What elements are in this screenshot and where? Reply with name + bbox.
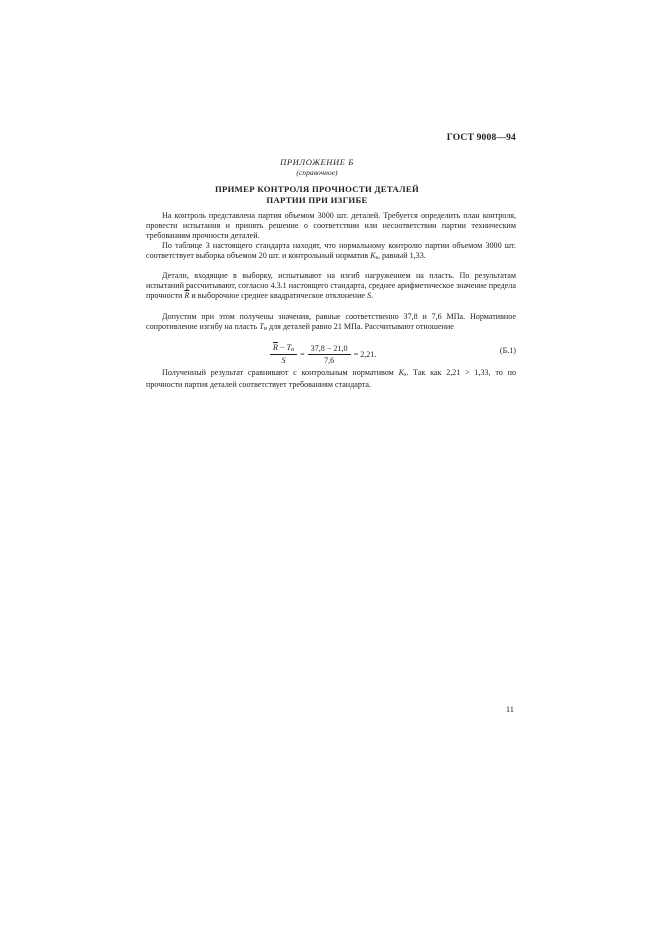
- symbol-t-subscript: н: [263, 326, 267, 333]
- symbol-s: S: [367, 291, 372, 301]
- paragraph-3-part-c: .: [371, 291, 374, 301]
- symbol-r-mean: $\overline{R}$: [184, 291, 190, 301]
- paragraph-5-part-a: Полученный результат сравнивают с контрольным нормативом: [162, 368, 399, 377]
- formula-equals: =: [300, 349, 305, 359]
- annex-title: ПРИЛОЖЕНИЕ Б: [280, 157, 354, 167]
- paragraph-5: [146, 368, 516, 390]
- formula-rhs-fraction: [308, 344, 351, 365]
- formula-result: = 2,21.: [353, 349, 377, 359]
- paragraph-4-part-a: Допустим при этом получены значения, равные соответственно 37,8 и 7,6 МПа. Нормативное сопротивление изгибу на пласть: [146, 312, 516, 332]
- paragraph-2-text: [146, 241, 516, 263]
- formula-lhs-denominator: S: [281, 356, 286, 365]
- paragraph-4-part-b: для деталей равно 21 МПа. Рассчитывают отношение: [267, 322, 454, 332]
- heading-line-1: ПРИМЕР КОНТРОЛЯ ПРОЧНОСТИ ДЕТАЛЕЙ: [214, 184, 420, 194]
- symbol-k: K: [370, 251, 376, 261]
- paragraph-4: [146, 312, 516, 334]
- paragraph-5-part-b: . Так как 2,21 > 1,33, то по прочности партия деталей соответствует требованиям стандарта.: [146, 368, 516, 390]
- symbol-k-2-subscript: s: [403, 372, 407, 378]
- formula-t-subscript: н: [291, 347, 295, 353]
- formula-t: T: [286, 343, 292, 352]
- paragraph-5-text: [146, 368, 516, 390]
- paragraph-4-text: [146, 312, 516, 334]
- standard-number: ГОСТ 9008—94: [446, 133, 516, 143]
- formula-lhs-numerator: [270, 343, 297, 355]
- paragraph-3: [146, 271, 516, 302]
- formula-minus: −: [277, 343, 287, 352]
- formula-b1: [270, 339, 376, 369]
- paragraph-2: [146, 241, 516, 263]
- section-heading: [190, 184, 444, 205]
- paragraph-2-part-a: По таблице 3 настоящего стандарта находят, что нормальному контролю партии объемом 3000 шт. соответствует выборка объемом 20 шт. и контрольный норматив: [146, 241, 516, 261]
- formula-r-mean: $\overline{R}$: [273, 343, 278, 352]
- symbol-k-subscript: s: [375, 255, 378, 262]
- annex-subtitle: (справочное): [296, 168, 338, 177]
- formula-label: (Б.1): [499, 346, 516, 355]
- paragraph-3-part-a: Детали, входящие в выборку, испытывают на изгиб нагружением на пласть. По результатам испытаний рассчитывают, согласно 4.3.1 настоящего стандарта, среднее арифметическое значение предела прочности: [146, 271, 516, 301]
- paragraph-3-part-b: и выборочное среднее квадратическое отклонение: [189, 291, 368, 301]
- paragraph-1: [146, 211, 516, 242]
- paragraph-3-text: [146, 271, 516, 302]
- formula-lhs-fraction: [270, 343, 297, 365]
- symbol-k-2: K: [398, 368, 404, 377]
- page-number: 11: [505, 704, 514, 714]
- paragraph-2-part-b: , равный 1,33.: [377, 251, 426, 261]
- heading-line-2: ПАРТИИ ПРИ ИЗГИБЕ: [266, 194, 368, 205]
- formula-rhs-numerator: 37,8 − 21,0: [308, 344, 351, 355]
- symbol-t: T: [259, 322, 264, 332]
- formula-rhs-denominator: 7,6: [324, 355, 335, 365]
- paragraph-1-text: На контроль представлена партия объемом 3000 шт. деталей. Требуется определить план контроля, провести испытания и принять решение о соответствии или несоответствии партии техническим требованиям прочности деталей.: [146, 211, 516, 241]
